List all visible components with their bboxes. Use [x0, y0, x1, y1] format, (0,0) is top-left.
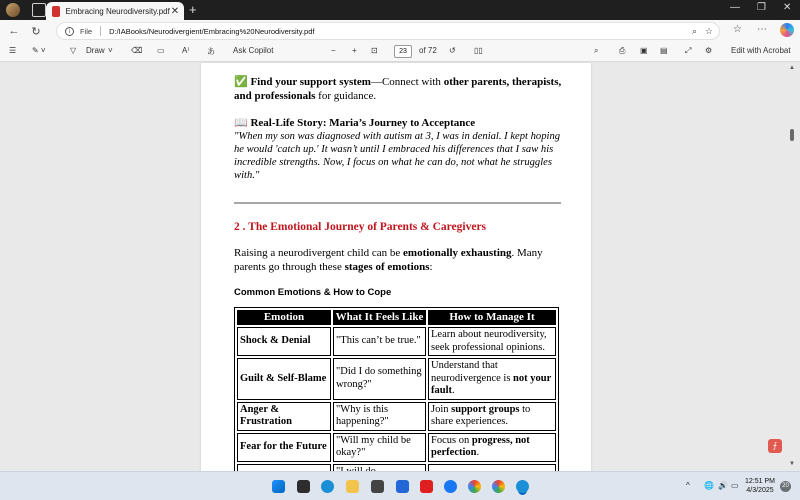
address-bar[interactable]	[56, 22, 720, 40]
pdf-toolbar	[0, 42, 800, 62]
scroll-up-arrow[interactable]: ▲	[789, 65, 795, 71]
manage-cell	[428, 402, 556, 431]
clock-date: 4/3/2025	[746, 487, 774, 494]
section-p-text-1: Raising a neurodivergent child can be	[234, 247, 404, 259]
translate-icon[interactable]: あ	[207, 47, 215, 56]
scroll-down-arrow[interactable]: ▼	[789, 461, 795, 467]
header-manage: How to Manage It	[428, 310, 556, 325]
support-end-text: for guidance.	[315, 89, 377, 102]
draw-label[interactable]: Draw	[86, 46, 105, 55]
story-quote: "When my son was diagnosed with autism at 3, I was in denial. I kept hoping he would 'catch up.' It wasn’t until I embraced his differences that I saw his incredible strengths. Now, I focus on what he can do, not what he struggles with."	[234, 131, 561, 181]
chrome-icon[interactable]	[468, 480, 481, 493]
section-p-text-3: :	[429, 260, 433, 273]
store-icon[interactable]	[371, 480, 384, 493]
support-paragraph	[234, 76, 564, 103]
ask-copilot-button[interactable]: Ask Copilot	[233, 46, 274, 55]
minimize-button[interactable]: —	[730, 2, 740, 13]
contents-icon[interactable]: ☰	[9, 46, 17, 55]
manage-cell	[428, 433, 556, 462]
manage-text-end: to share experiences.	[431, 403, 531, 427]
battery-icon[interactable]: ▭	[731, 481, 739, 490]
eraser-icon[interactable]: ⌫	[131, 46, 143, 55]
checkmark-icon: ✅	[234, 76, 248, 88]
acrobat-icon[interactable]: ⨍	[768, 439, 782, 453]
feels-cell: "Did I do something wrong?"	[333, 358, 426, 400]
feels-cell: "Why is this happening?"	[333, 402, 426, 431]
section-heading: 2 . The Emotional Journey of Parents & Caregivers	[234, 221, 487, 233]
favorites-icon[interactable]: ☆	[733, 24, 742, 35]
network-icon[interactable]: 🌐	[704, 481, 714, 490]
emotion-cell: Shock & Denial	[237, 327, 331, 356]
manage-text-end: .	[452, 385, 455, 396]
table-subheading: Common Emotions & How to Cope	[234, 287, 392, 298]
fullscreen-icon[interactable]: ⤢	[685, 46, 692, 55]
zoom-out-button[interactable]: −	[331, 46, 336, 55]
section-p-bold-1: emotionally exhausting	[403, 247, 512, 259]
copilot-icon[interactable]	[780, 23, 794, 37]
manage-text: Understand that neurodivergence is	[431, 360, 514, 384]
address-scheme-label: File	[80, 26, 93, 36]
page-number-input[interactable]: 23	[394, 45, 412, 58]
feels-cell: "This can’t be true."	[333, 327, 426, 356]
add-text-icon[interactable]: ▭	[157, 46, 165, 55]
table-row	[237, 433, 556, 462]
section-p-bold-2: stages of emotions	[344, 260, 430, 273]
favorite-star-icon[interactable]: ☆	[704, 26, 713, 36]
windows-taskbar	[0, 471, 800, 500]
manage-text: Learn about neurodiversity, seek professional opinions.	[431, 329, 547, 353]
edit-with-acrobat-button[interactable]: Edit with Acrobat	[731, 46, 791, 55]
page-total-label: of 72	[419, 46, 437, 55]
profile-avatar[interactable]	[6, 3, 20, 17]
maximize-button[interactable]: ❐	[757, 2, 766, 13]
story-heading-text: Real-Life Story: Maria’s Journey to Acceptance	[250, 117, 476, 129]
manage-text: Join	[431, 403, 452, 415]
support-bold-text-2: other parents, therapists, and professionals	[234, 76, 562, 102]
manage-cell	[428, 327, 556, 356]
table-row	[237, 402, 556, 431]
highlight-icon[interactable]: ✎ ˅	[32, 46, 46, 55]
fit-page-icon[interactable]: ⊡	[371, 46, 378, 55]
url-text[interactable]: D:/IABooks/Neurodivergient/Embracing%20Neurodiversity.pdf	[109, 26, 315, 36]
search-icon[interactable]: ⌕	[594, 46, 599, 55]
tab-actions-icon[interactable]	[32, 3, 46, 17]
pdf-page	[201, 63, 591, 483]
info-icon[interactable]: i	[65, 27, 74, 36]
rotate-icon[interactable]: ↺	[449, 46, 456, 55]
manage-bold: support groups	[451, 403, 520, 415]
emotions-table	[234, 307, 559, 496]
table-row	[237, 327, 556, 356]
tab-active[interactable]	[46, 2, 184, 20]
system-clock[interactable]	[744, 477, 776, 495]
zoom-in-button[interactable]: +	[352, 46, 357, 55]
settings-gear-icon[interactable]: ⚙	[705, 46, 713, 55]
youtube-icon[interactable]	[420, 480, 433, 493]
support-bold-text: Find your support system	[250, 76, 371, 88]
pdf-file-icon	[52, 6, 60, 17]
pdf-viewer[interactable]	[0, 63, 800, 471]
section-p-text-2: . Many parents go through these	[234, 247, 543, 273]
draw-icon[interactable]: ▽	[70, 46, 77, 55]
header-feels-like: What It Feels Like	[333, 310, 426, 325]
emotion-cell: Guilt & Self-Blame	[237, 358, 331, 400]
chrome-profile-icon[interactable]	[492, 480, 505, 493]
page-view-icon[interactable]: ▯▯	[474, 46, 483, 55]
section-paragraph	[234, 247, 564, 274]
back-arrow-icon[interactable]: ←	[8, 25, 20, 37]
refresh-icon[interactable]: ↻	[31, 25, 41, 38]
header-emotion: Emotion	[237, 310, 331, 325]
clock-time: 12:51 PM	[745, 478, 775, 485]
feels-cell: "Will my child be okay?"	[333, 433, 426, 462]
start-menu-icon[interactable]	[272, 480, 285, 493]
defender-icon[interactable]	[396, 480, 409, 493]
tray-chevron-icon[interactable]: ^	[686, 481, 690, 490]
manage-bold: not your fault	[431, 372, 552, 396]
more-menu-icon[interactable]: ⋯	[757, 24, 767, 35]
notification-badge[interactable]: 20	[780, 481, 791, 492]
file-explorer-icon[interactable]	[346, 480, 359, 493]
save-as-icon[interactable]: ▤	[660, 46, 668, 55]
task-view-icon[interactable]	[297, 480, 310, 493]
tab-close-button[interactable]: ✕	[170, 5, 180, 17]
tab-title: Embracing Neurodiversity.pdf	[65, 6, 170, 16]
table-header-row	[237, 310, 556, 325]
manage-text-end: .	[476, 447, 480, 458]
manage-text: Focus on	[431, 434, 472, 446]
support-mid-text: —Connect with	[370, 76, 444, 88]
emotion-cell: Anger & Frustration	[237, 402, 331, 431]
new-tab-button[interactable]: +	[189, 2, 197, 17]
manage-bold: progress, not perfection	[431, 434, 530, 458]
volume-icon[interactable]: 🔊	[718, 481, 728, 490]
table-row	[237, 358, 556, 400]
scrollbar-thumb[interactable]	[790, 129, 794, 141]
close-window-button[interactable]: ✕	[783, 2, 792, 13]
section-divider	[234, 202, 561, 204]
zoom-icon[interactable]: ⌕	[691, 26, 697, 36]
read-aloud-icon[interactable]: A⁾	[182, 46, 190, 55]
address-separator	[100, 26, 101, 36]
edge-icon[interactable]	[321, 480, 334, 493]
print-icon[interactable]: ⎙	[619, 46, 626, 55]
facebook-icon[interactable]	[444, 480, 457, 493]
book-icon: 📖	[234, 117, 248, 129]
manage-cell	[428, 358, 556, 400]
story-heading	[234, 116, 564, 129]
emotion-cell: Fear for the Future	[237, 433, 331, 462]
edge-active-icon[interactable]	[516, 480, 529, 493]
draw-dropdown-icon[interactable]: ˅	[108, 46, 113, 55]
save-icon[interactable]: ▣	[640, 46, 648, 55]
